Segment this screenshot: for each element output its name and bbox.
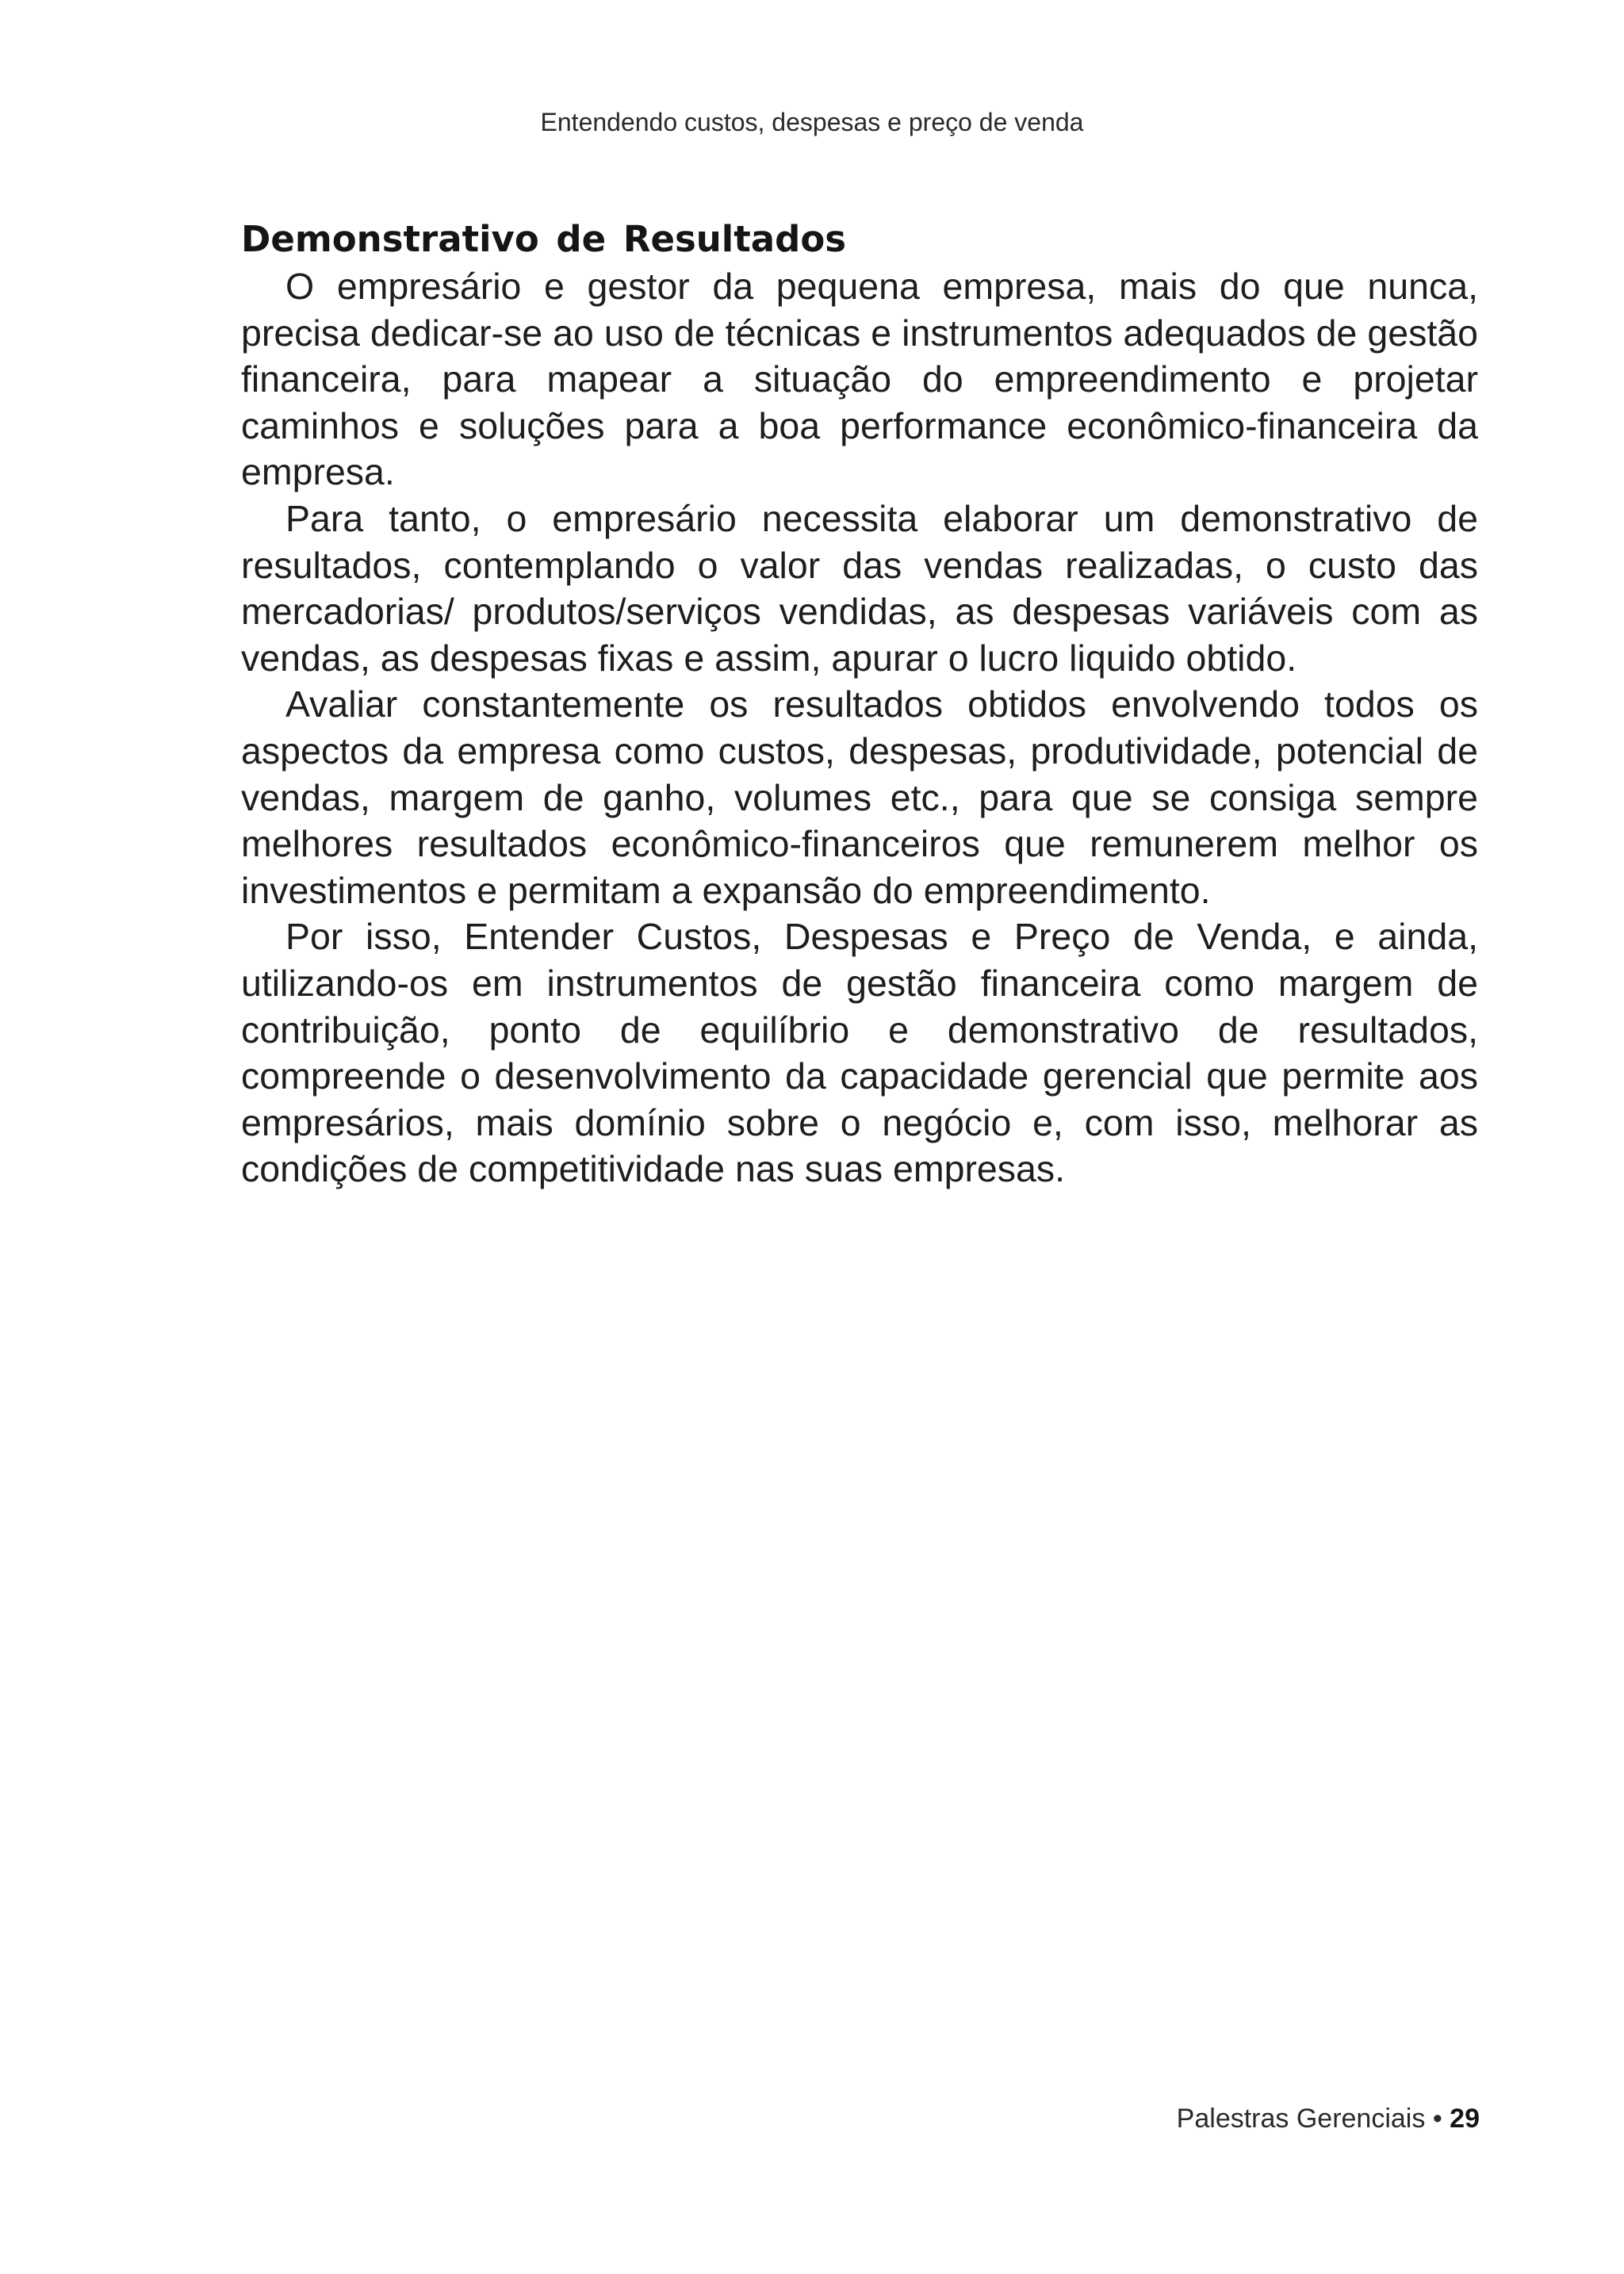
page-footer (1177, 2101, 1480, 2136)
body-paragraph: Avaliar constantemente os resultados obtidos envolvendo todos os aspectos da empresa como custos, despesas, produtividade, potencial de vendas, margem de ganho, volumes etc., para que se consiga sempre melhores resultados econômico-financeiros que remunerem melhor os investimentos e permitam a expansão do empreendimento. (241, 683, 1478, 911)
publication-name: Palestras Gerenciais (1176, 2104, 1426, 2134)
section-title: Demonstrativo de Resultados (241, 218, 847, 260)
page-number: 29 (1450, 2104, 1480, 2134)
running-header: Entendendo custos, despesas e preço de venda (540, 108, 1084, 136)
footer-separator: • (1432, 2104, 1442, 2134)
body-paragraph: O empresário e gestor da pequena empresa, mais do que nunca, precisa dedicar-se ao uso de técnicas e instrumentos adequados de gestão financeira, para mapear a situação do empreendimento e projetar caminhos e soluções para a boa performance econômico-financeira da empresa. (241, 266, 1478, 493)
page-content (241, 216, 1478, 1193)
body-paragraph: Para tanto, o empresário necessita elaborar um demonstrativo de resultados, contemplando o valor das vendas realizadas, o custo das mercadorias/ produtos/serviços vendidas, as despesas variáveis com as vendas, as despesas fixas e assim, apurar o lucro liquido obtido. (241, 497, 1478, 679)
body-paragraph: Por isso, Entender Custos, Despesas e Preço de Venda, e ainda, utilizando-os em instrumentos de gestão financeira como margem de contribuição, ponto de equilíbrio e demonstrativo de resultados, compreende o desenvolvimento da capacidade gerencial que permite aos empresários, mais domínio sobre o negócio e, com isso, melhorar as condições de competitividade nas suas empresas. (241, 916, 1478, 1190)
